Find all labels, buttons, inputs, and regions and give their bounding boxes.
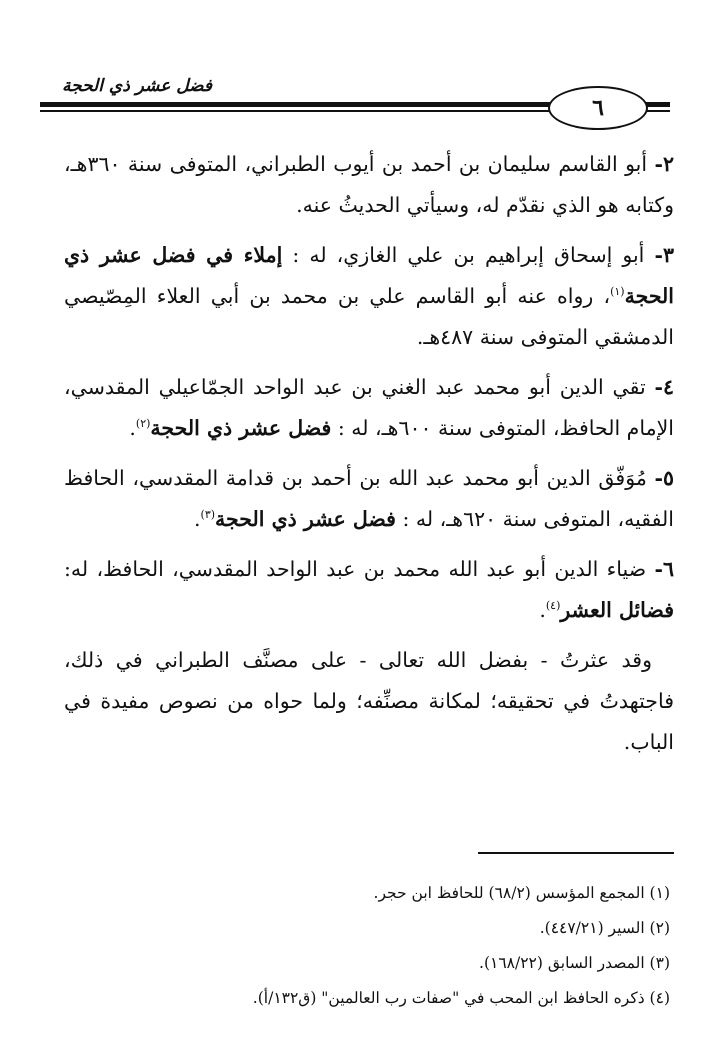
book-title: فضل عشر ذي الحجة [215,507,396,531]
footnote-2: (٢) السير (٤٤٧/٢١). [539,919,670,937]
running-title: فضل عشر ذي الحجة [62,76,213,96]
entry-number: ٥- [654,466,674,490]
footnote-4: (٤) ذكره الحافظ ابن المحب في "صفات رب العالمين" (ق١٣٢/أ). [252,989,670,1007]
book-title: إملاء في فضل عشر ذي الحجة [64,243,674,308]
entry-text: . [129,416,136,440]
page-header [40,74,670,124]
entry-number: ٢- [654,152,674,176]
entry-3 [64,235,674,358]
entry-text: أبو القاسم سليمان بن أحمد بن أيوب الطبراني، المتوفى سنة ٣٦٠هـ، وكتابه هو الذي نقدّم له، وسيأتي الحديثُ عنه. [64,152,674,217]
entry-text: تقي الدين أبو محمد عبد الغني بن عبد الواحد الجمّاعيلي المقدسي، الإمام الحافظ، المتوفى سنة ٦٠٠هـ، له : [64,375,674,440]
footnotes [64,876,670,1016]
entry-number: ٣- [654,243,674,267]
footnote-ref: (٤) [545,599,561,613]
entry-5 [64,458,674,540]
footnote-ref: (٣) [200,508,216,522]
book-title: فضائل العشر [560,598,674,622]
main-text [64,144,674,772]
entry-text: . [194,507,201,531]
entry-number: ٦- [654,557,674,581]
entry-text: ضياء الدين أبو عبد الله محمد بن عبد الواحد المقدسي، الحافظ، له: [64,557,655,581]
entry-4 [64,367,674,449]
book-title: فضل عشر ذي الحجة [150,416,332,440]
footnote-separator [478,852,674,854]
footnote-ref: (٢) [135,417,151,431]
entry-number: ٤- [654,375,674,399]
entry-2 [64,144,674,226]
footnote-ref: (١) [610,285,625,299]
closing-paragraph: وقد عثرتُ - بفضل الله تعالى - على مصنَّف الطبراني في ذلك، فاجتهدتُ في تحقيقه؛ لمكانة مصنِّفه؛ ولما حواه من نصوص مفيدة في الباب. [64,648,674,754]
entry-6 [64,549,674,631]
footnote-3: (٣) المصدر السابق (١٦٨/٢٢). [479,954,670,972]
entry-text: ، رواه عنه أبو القاسم علي بن محمد بن أبي العلاء المِصّيصي الدمشقي المتوفى سنة ٤٨٧هـ. [64,284,674,349]
page-number: ٦ [548,86,648,130]
entry-text: . [539,598,546,622]
entry-text: مُوَفّق الدين أبو محمد عبد الله بن أحمد بن قدامة المقدسي، الحافظ الفقيه، المتوفى سنة ٦٢٠هـ، له : [64,466,674,531]
footnote-1: (١) المجمع المؤسس (٦٨/٢) للحافظ ابن حجر. [373,884,670,902]
entry-text: أبو إسحاق إبراهيم بن علي الغازي، له : [282,243,655,267]
